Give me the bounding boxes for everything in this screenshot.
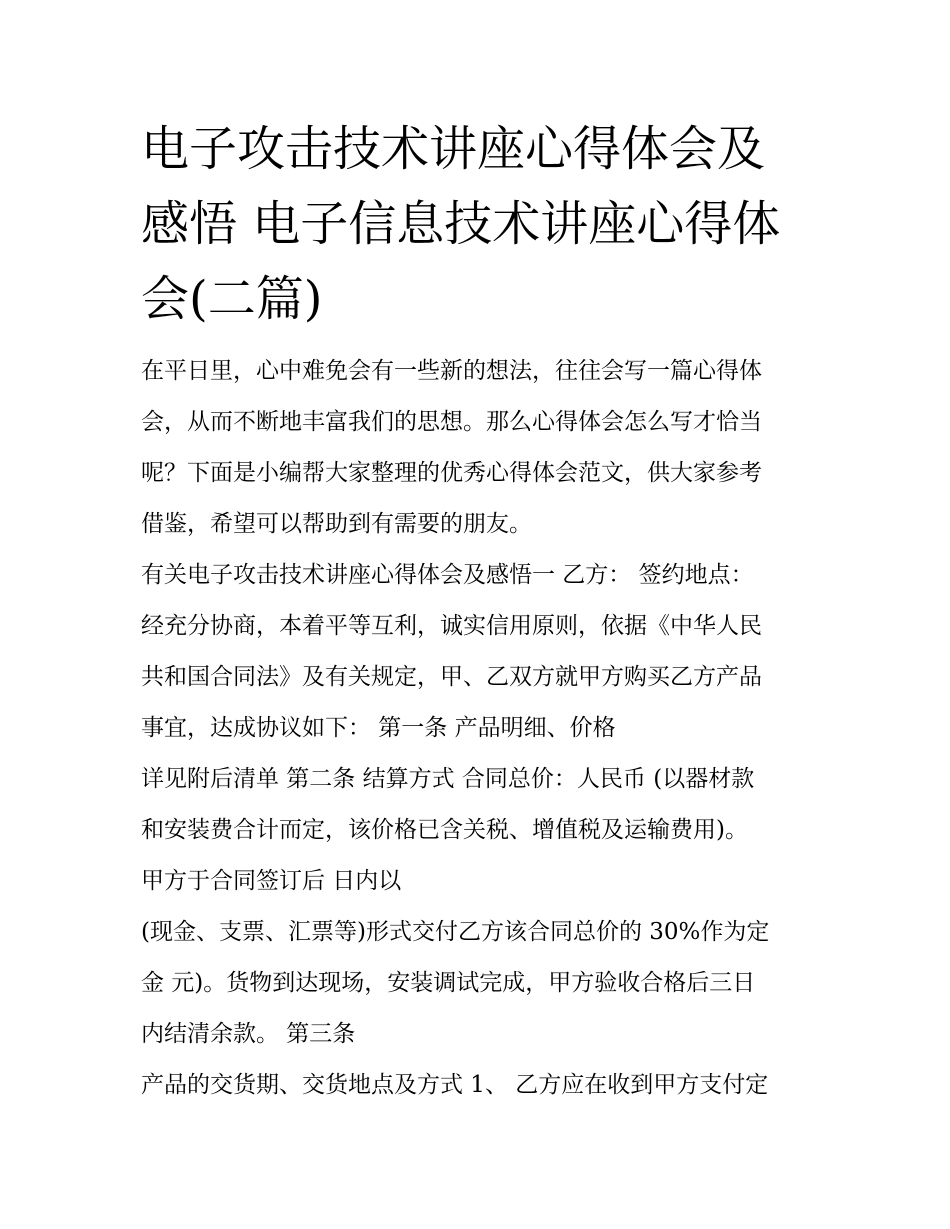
text-line: 甲方于合同签订后 日内以 [141, 868, 402, 894]
intro-paragraph [141, 346, 813, 550]
text-line: 经充分协商，本着平等互利，诚实信用原则，依据《中华人民 [141, 613, 762, 639]
title-line: 会(二篇) [141, 271, 323, 327]
text-line: 借鉴，希望可以帮助到有需要的朋友。 [141, 511, 532, 537]
text-line: 产品的交货期、交货地点及方式 1、 乙方应在收到甲方支付定 [141, 1072, 769, 1098]
document-title [141, 112, 813, 337]
text-line: 详见附后清单 第二条 结算方式 合同总价：人民币 (以器材款 [141, 766, 755, 792]
text-line: 呢？下面是小编帮大家整理的优秀心得体会范文，供大家参考 [141, 460, 762, 486]
payment-paragraph [141, 907, 813, 1060]
text-line: 事宜，达成协议如下： 第一条 产品明细、价格 [141, 715, 616, 741]
title-line: 感悟 电子信息技术讲座心得体 [141, 196, 781, 252]
title-line: 电子攻击技术讲座心得体会及 [141, 121, 766, 177]
contract-paragraph [141, 550, 813, 754]
delivery-paragraph [141, 1060, 813, 1111]
text-line: 和安装费合计而定，该价格已含关税、增值税及运输费用)。 [141, 817, 748, 843]
text-line: 会，从而不断地丰富我们的思想。那么心得体会怎么写才恰当 [141, 409, 762, 435]
text-line: 内结清余款。 第三条 [141, 1021, 356, 1047]
text-line: 在平日里，心中难免会有一些新的想法，往往会写一篇心得体 [141, 358, 762, 384]
text-line: (现金、支票、汇票等)形式交付乙方该合同总价的 30%作为定 [141, 919, 770, 945]
text-line: 有关电子攻击技术讲座心得体会及感悟一 乙方： 签约地点： [141, 562, 754, 588]
document-body [141, 346, 813, 1111]
document-content [141, 112, 813, 1111]
text-line: 共和国合同法》及有关规定，甲、乙双方就甲方购买乙方产品 [141, 664, 762, 690]
text-line: 金 元)。货物到达现场，安装调试完成，甲方验收合格后三日 [141, 970, 756, 996]
settlement-paragraph [141, 754, 813, 907]
